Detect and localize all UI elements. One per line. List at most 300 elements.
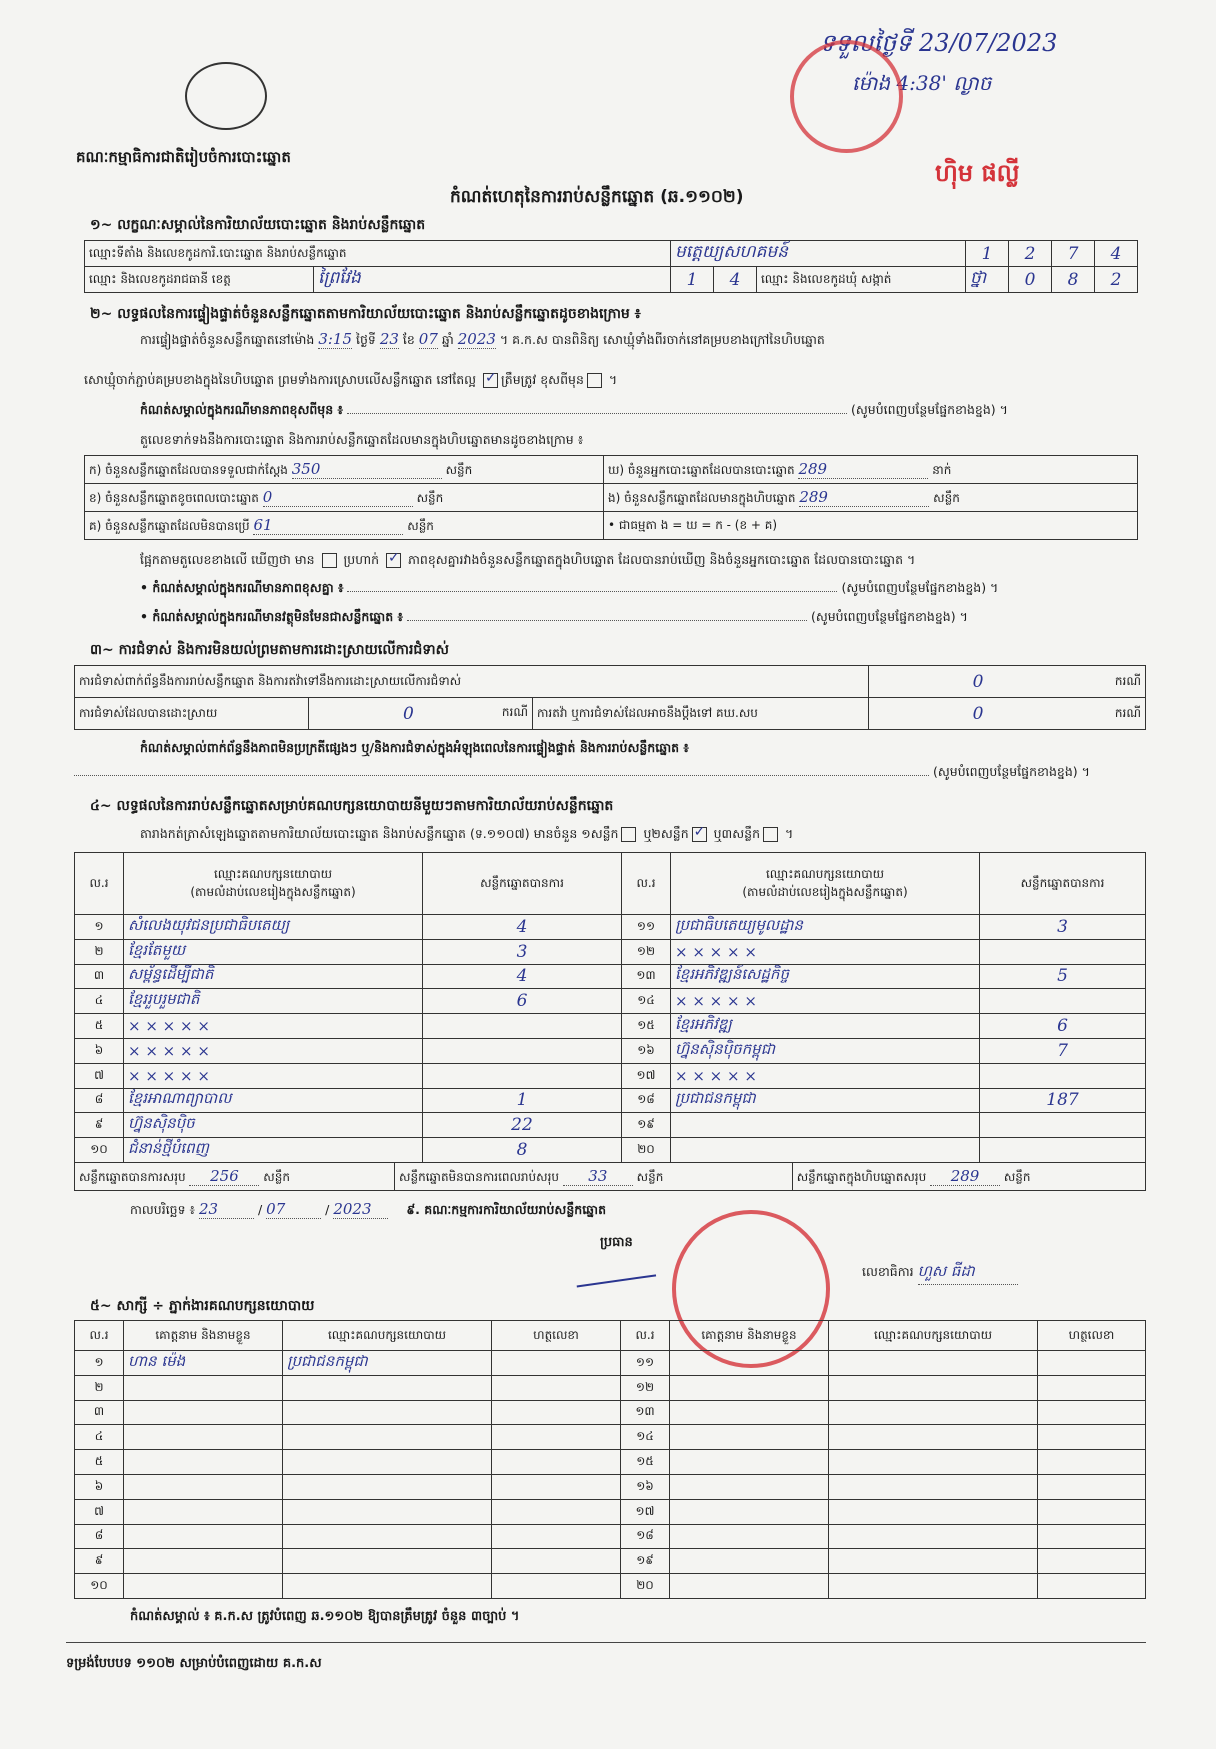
total-box-unit: សន្លឹក xyxy=(1003,1169,1031,1184)
commune-code-1: 0 xyxy=(1009,267,1052,293)
figure-d-value: 289 xyxy=(798,460,928,479)
seal-bad-label: ខុសពីមុន xyxy=(540,372,584,387)
party-no: ៤ xyxy=(75,989,124,1014)
location-value: មត្តេយ្យសហគមន៍ xyxy=(671,241,966,267)
verify-month: 07 xyxy=(418,330,438,348)
witness-party xyxy=(283,1474,492,1499)
party-votes xyxy=(980,1113,1146,1138)
witness-no: ៤ xyxy=(75,1425,124,1450)
objection-r1-unit: ករណី xyxy=(1087,666,1146,698)
party-no: ១១ xyxy=(622,915,671,940)
party-name: ហ្វ៊ុនស៊ិនប៉ិច xyxy=(124,1113,423,1138)
witness-row xyxy=(75,1425,1146,1450)
note1 xyxy=(140,402,1140,421)
witness-party xyxy=(829,1425,1038,1450)
date-day: 23 xyxy=(199,1200,254,1219)
footer-line xyxy=(66,1642,1146,1643)
party-name: × × × × × xyxy=(671,1063,980,1088)
witness-party xyxy=(283,1450,492,1475)
witness-name xyxy=(124,1400,283,1425)
witness-no: ៣ xyxy=(75,1400,124,1425)
objection-note: កំណត់សម្គាល់ពាក់ព័ន្ធនឹងភាពមិនប្រក្រតីផ្សេងៗ ឬ/និងការជំទាស់ក្នុងអំឡុងពេលនៃការផ្ទៀងផ្ទាត់ និងការរាប់សន្លឹកឆ្នោត ៖ xyxy=(140,740,689,755)
witness-row xyxy=(75,1450,1146,1475)
figure-e-unit: សន្លឹក xyxy=(933,490,960,505)
figure-b xyxy=(85,484,604,512)
figure-a-value: 350 xyxy=(292,460,442,479)
party-name: ប្រជាធិបតេយ្យមូលដ្ឋាន xyxy=(671,915,980,940)
party-name: ហ្វ៊ុនស៊ិនប៉ិចកម្ពុជា xyxy=(671,1038,980,1063)
figures-intro: តួលេខទាក់ទងនឹងការបោះឆ្នោត និងការរាប់សន្លឹកឆ្នោតដែលមានក្នុងហិបឆ្នោតមានដូចខាងក្រោម ៖ xyxy=(140,432,584,447)
party-votes: 4 xyxy=(423,915,622,940)
figure-formula: • ជាធម្មតា ង = ឃ = ក - (ខ + គ) xyxy=(604,512,1138,540)
col-votes-right: សន្លឹកឆ្នោតបានការ xyxy=(980,853,1146,915)
province-code-2: 4 xyxy=(714,267,757,293)
witness-name xyxy=(670,1425,829,1450)
seal-text: សោឃ្មុំចាក់ភ្ជាប់គម្របខាងក្នុងនៃហិបឆ្នោត ព្រមទាំងការស្រោបលើសន្លឹកឆ្នោត នៅតែល្អ xyxy=(84,372,477,387)
party-no: ៣ xyxy=(75,964,124,989)
verify-day-label: ថ្ងៃទី xyxy=(355,332,376,347)
total-invalid-label: សន្លឹកឆ្នោតមិនបានការពេលរាប់សរុប xyxy=(399,1169,560,1184)
commune-code-3: 2 xyxy=(1095,267,1138,293)
witness-row xyxy=(75,1524,1146,1549)
col-party-left-title: ឈ្មោះគណបក្សនយោបាយ xyxy=(213,866,333,881)
witness-row xyxy=(75,1474,1146,1499)
objection-r1-label: ការជំទាស់ពាក់ព័ន្ធនឹងការរាប់សន្លឹកឆ្នោត និងការតវ៉ាទៅនឹងការដោះស្រាយលើការជំទាស់ xyxy=(75,666,869,698)
witness-party xyxy=(829,1474,1038,1499)
witness-no: ១០ xyxy=(75,1574,124,1599)
witness-signature xyxy=(1038,1474,1146,1499)
witness-no: ៦ xyxy=(75,1474,124,1499)
w-col-name-left: គោត្តនាម និងនាមខ្លួន xyxy=(124,1321,283,1351)
results-row xyxy=(75,915,1146,940)
witness-name xyxy=(670,1474,829,1499)
col-no-left: ល.រ xyxy=(75,853,124,915)
witness-party xyxy=(283,1574,492,1599)
verify-day: 23 xyxy=(379,330,399,348)
total-box xyxy=(792,1163,1145,1191)
total-valid-unit: សន្លឹក xyxy=(263,1169,290,1184)
objection-r1-value: 0 xyxy=(869,666,1088,698)
witness-no: ១៣ xyxy=(621,1400,670,1425)
note2-label: • កំណត់សម្គាល់ក្នុងករណីមានភាពខុសគ្នា ៖ xyxy=(140,580,344,595)
figure-b-label: ខ) ចំនួនសន្លឹកឆ្នោតខូចពេលបោះឆ្នោត xyxy=(89,490,259,505)
witness-row xyxy=(75,1400,1146,1425)
party-votes xyxy=(980,1063,1146,1088)
tally-intro-text: តារាងកត់ត្រាសំឡេងឆ្នោតតាមការិយាល័យបោះឆ្នោត និងរាប់សន្លឹកឆ្នោត (ទ.១១០៧) មានចំនួន ១សន្លឹក xyxy=(140,826,619,841)
party-votes: 187 xyxy=(980,1088,1146,1113)
objection-note-line xyxy=(74,764,1090,783)
witness-party: ប្រជាជនកម្ពុជា xyxy=(283,1351,492,1376)
w-col-name-right: គោត្តនាម និងនាមខ្លួន xyxy=(670,1321,829,1351)
red-seal-top xyxy=(790,40,903,153)
total-valid xyxy=(75,1163,395,1191)
committee-label: ៩. គណៈកម្មការការិយាល័យរាប់សន្លឹកឆ្នោត xyxy=(406,1202,607,1217)
party-name xyxy=(671,1113,980,1138)
witness-party xyxy=(829,1450,1038,1475)
party-name: × × × × × xyxy=(124,1038,423,1063)
verify-time-label: ការផ្ទៀងផ្ទាត់ចំនួនសន្លឹកឆ្នោតនៅម៉ោង xyxy=(140,332,315,347)
witness-name xyxy=(670,1524,829,1549)
witness-party xyxy=(829,1524,1038,1549)
col-party-right xyxy=(671,853,980,915)
total-invalid xyxy=(395,1163,793,1191)
party-name: សំលេងយុវជនប្រជាធិបតេយ្យ xyxy=(124,915,423,940)
party-no: ១៤ xyxy=(622,989,671,1014)
witness-name xyxy=(124,1450,283,1475)
section3-heading: ៣~ ការជំទាស់ និងការមិនយល់ព្រមតាមការដោះស្រាយលើការជំទាស់ xyxy=(90,642,449,658)
note2-tail: (សូមបំពេញបន្ថែមផ្នែកខាងខ្នង) ។ xyxy=(841,580,999,595)
commune-label: ឈ្មោះ និងលេខកូដឃុំ សង្កាត់ xyxy=(757,267,966,293)
red-name-label: ហ៊ិម ផល្លី xyxy=(935,159,1020,187)
party-no: ១២ xyxy=(622,939,671,964)
footer-text: ទម្រង់បែបបទ ១១០២ សម្រាប់បំពេញដោយ គ.ក.ស xyxy=(66,1656,322,1671)
sheet-1-checkbox[interactable] xyxy=(621,827,636,842)
discrepancy-a: ប្រហាក់ xyxy=(343,552,380,567)
witness-party xyxy=(283,1400,492,1425)
party-name: ខ្មែរតែមួយ xyxy=(124,939,423,964)
discrepancy-no-checkbox[interactable] xyxy=(386,553,401,568)
results-table xyxy=(74,852,1146,1163)
party-votes: 22 xyxy=(423,1113,622,1138)
figure-d-label: ឃ) ចំនួនអ្នកបោះឆ្នោតដែលបានបោះឆ្នោត xyxy=(608,462,795,477)
witness-name xyxy=(124,1425,283,1450)
discrepancy-line xyxy=(140,552,915,571)
witness-signature xyxy=(492,1549,621,1574)
total-invalid-unit: សន្លឹក xyxy=(636,1169,664,1184)
commune-value: ថ្នា xyxy=(966,267,1009,293)
witness-signature xyxy=(492,1351,621,1376)
witness-signature xyxy=(492,1474,621,1499)
results-row xyxy=(75,964,1146,989)
date-line: កាលបរិច្ឆេទ ៖ 23 / 07 / 2023 ៩. គណៈកម្មការការិយាល័យរាប់សន្លឹកឆ្នោត xyxy=(130,1200,607,1218)
party-votes: 8 xyxy=(423,1138,622,1163)
party-no: ១៣ xyxy=(622,964,671,989)
witness-signature xyxy=(1038,1574,1146,1599)
w-col-sig-left: ហត្ថលេខា xyxy=(492,1321,621,1351)
party-no: ៥ xyxy=(75,1014,124,1039)
figure-e-label: ង) ចំនួនសន្លឹកឆ្នោតដែលមានក្នុងហិបឆ្នោត xyxy=(608,490,796,505)
secretary-label: លេខាធិការ xyxy=(862,1264,914,1279)
witness-party xyxy=(829,1351,1038,1376)
witness-signature xyxy=(1038,1351,1146,1376)
witness-signature xyxy=(492,1499,621,1524)
witness-party xyxy=(283,1549,492,1574)
witness-row xyxy=(75,1351,1146,1376)
results-row xyxy=(75,1113,1146,1138)
tally-intro: តារាងកត់ត្រាសំឡេងឆ្នោតតាមការិយាល័យបោះឆ្នោត និងរាប់សន្លឹកឆ្នោត (ទ.១១០៧) មានចំនួន ១សន្លឹក ឬ២សន្លឹក✓ ឬ៣សន្លឹក ។ xyxy=(140,826,793,845)
location-code-1: 1 xyxy=(966,241,1009,267)
note3-tail: (សូមបំពេញបន្ថែមផ្នែកខាងខ្នង) ។ xyxy=(810,609,968,624)
witness-no: ២ xyxy=(75,1375,124,1400)
witness-party xyxy=(829,1574,1038,1599)
discrepancy-label: ផ្អែកតាមតួលេខខាងលើ ឃើញថា មាន xyxy=(140,552,315,567)
witness-party xyxy=(829,1499,1038,1524)
witness-party xyxy=(283,1499,492,1524)
figure-e-value: 289 xyxy=(799,488,929,507)
note1-label: កំណត់សម្គាល់ក្នុងករណីមានភាពខុសពីមុន ៖ xyxy=(140,402,344,417)
figure-b-unit: សន្លឹក xyxy=(416,490,444,505)
witness-signature xyxy=(1038,1450,1146,1475)
location-table xyxy=(84,240,1138,293)
party-name: ខ្មែរអភិវឌ្ឍន៍សេដ្ឋកិច្ច xyxy=(671,964,980,989)
party-votes: 6 xyxy=(980,1014,1146,1039)
party-votes: 4 xyxy=(423,964,622,989)
final-note: កំណត់សម្គាល់ ៖ គ.ក.ស ត្រូវបំពេញ ឆ.១១០២ ឱ្យបានត្រឹមត្រូវ ចំនួន ៣ច្បាប់ ។ xyxy=(130,1609,520,1624)
party-votes xyxy=(423,1063,622,1088)
party-no: ១៥ xyxy=(622,1014,671,1039)
col-party-left-sub: (តាមលំដាប់លេខរៀងក្នុងសន្លឹកឆ្នោត) xyxy=(190,884,356,899)
seal-line: សោឃ្មុំចាក់ភ្ជាប់គម្របខាងក្នុងនៃហិបឆ្នោត ព្រមទាំងការស្រោបលើសន្លឹកឆ្នោត នៅតែល្អ ✓ ត្រឹមត្រូវ ខុសពីមុន ។ xyxy=(84,372,617,391)
party-name: ខ្មែររួបរួមជាតិ xyxy=(124,989,423,1014)
witness-signature xyxy=(492,1425,621,1450)
chair-label: ប្រធាន xyxy=(600,1235,633,1250)
witness-signature xyxy=(1038,1499,1146,1524)
witness-no: ៨ xyxy=(75,1524,124,1549)
secretary-name: ហួស ធីដា xyxy=(918,1262,1018,1285)
figure-a-label: ក) ចំនួនសន្លឹកឆ្នោតដែលបានទទួលជាក់ស្តែង xyxy=(89,462,288,477)
location-code-3: 7 xyxy=(1052,241,1095,267)
witness-name xyxy=(124,1499,283,1524)
party-votes xyxy=(980,989,1146,1014)
figure-c-value: 61 xyxy=(253,516,403,535)
witness-signature xyxy=(492,1574,621,1599)
witness-name xyxy=(670,1351,829,1376)
party-votes xyxy=(423,1038,622,1063)
witness-signature xyxy=(1038,1524,1146,1549)
results-row xyxy=(75,1088,1146,1113)
witness-name xyxy=(670,1450,829,1475)
objection-note-tail: (សូមបំពេញបន្ថែមផ្នែកខាងខ្នង) ។ xyxy=(932,764,1090,779)
verification-line xyxy=(140,330,1140,351)
section4-heading: ៤~ លទ្ធផលនៃការរាប់សន្លឹកឆ្នោតសម្រាប់គណបក្សនយោបាយនីមួយៗតាមការិយាល័យរាប់សន្លឹកឆ្នោត xyxy=(90,798,614,814)
section2-heading: ២~ លទ្ធផលនៃការផ្ទៀងផ្ទាត់ចំនួនសន្លឹកឆ្នោតតាមការិយាល័យបោះឆ្នោត និងរាប់សន្លឹកឆ្នោតដូចខាងក្រោម ៖ xyxy=(90,306,641,322)
note1-tail: (សូមបំពេញបន្ថែមផ្នែកខាងខ្នង) ។ xyxy=(851,402,1008,417)
verify-month-label: ខែ xyxy=(402,332,415,347)
objection-table xyxy=(74,665,1146,730)
date-month: 07 xyxy=(266,1200,321,1219)
witness-name xyxy=(670,1574,829,1599)
party-name: × × × × × xyxy=(124,1014,423,1039)
party-name xyxy=(671,1138,980,1163)
party-no: ២០ xyxy=(622,1138,671,1163)
witness-signature xyxy=(1038,1425,1146,1450)
verify-time: 3:15 xyxy=(318,330,352,348)
witness-signature xyxy=(492,1375,621,1400)
witness-name: ហាន ម៉េង xyxy=(124,1351,283,1376)
location-code-4: 4 xyxy=(1095,241,1138,267)
objection-r2-value: 0 ករណី xyxy=(309,698,533,730)
witness-no: ១២ xyxy=(621,1375,670,1400)
w-col-party-right: ឈ្មោះគណបក្សនយោបាយ xyxy=(829,1321,1038,1351)
section5-heading: ៥~ សាក្សី ÷ ភ្នាក់ងារគណបក្សនយោបាយ xyxy=(90,1298,315,1314)
objection-r2b-unit: ករណី xyxy=(1087,698,1146,730)
party-name: ជំនាន់ថ្មីបំពេញ xyxy=(124,1138,423,1163)
note3-label: • កំណត់សម្គាល់ក្នុងករណីមានវត្ថុមិនមែនជាសន្លឹកឆ្នោត ៖ xyxy=(140,609,403,624)
witness-no: ៧ xyxy=(75,1499,124,1524)
party-no: ១៩ xyxy=(622,1113,671,1138)
verify-rest: ។ គ.ក.ស បានពិនិត្យ សោឃ្មុំទាំងពីរចាក់នៅគម្របខាងក្រៅនៃហិបឆ្នោត xyxy=(499,332,825,347)
emblem-logo xyxy=(185,62,267,130)
sheet-3-checkbox[interactable] xyxy=(763,827,778,842)
witness-name xyxy=(124,1474,283,1499)
party-name: ខ្មែរអភិវឌ្ឍ xyxy=(671,1014,980,1039)
figure-c xyxy=(85,512,604,540)
witness-row xyxy=(75,1574,1146,1599)
figure-e xyxy=(604,484,1138,512)
party-name: សម្ព័ន្ធដើម្បីជាតិ xyxy=(124,964,423,989)
witness-row xyxy=(75,1499,1146,1524)
received-date: ទទួលថ្ងៃទី 23/07/2023 xyxy=(820,29,1058,57)
witness-signature xyxy=(1038,1549,1146,1574)
witness-no: ១៧ xyxy=(621,1499,670,1524)
province-label: ឈ្មោះ និងលេខកូដរាជធានី ខេត្ត xyxy=(85,267,314,293)
party-name: × × × × × xyxy=(671,939,980,964)
seal-ok-label: ត្រឹមត្រូវ xyxy=(501,372,537,387)
witness-name xyxy=(670,1549,829,1574)
figure-a-unit: សន្លឹក xyxy=(445,462,473,477)
witness-signature xyxy=(1038,1400,1146,1425)
witness-party xyxy=(829,1549,1038,1574)
location-label: ឈ្មោះទីតាំង និងលេខកូដការិ.បោះឆ្នោត និងរាប់សន្លឹកឆ្នោត xyxy=(85,241,671,267)
total-valid-label: សន្លឹកឆ្នោតបានការសរុប xyxy=(79,1169,186,1184)
party-name: × × × × × xyxy=(671,989,980,1014)
org-name: គណៈកម្មាធិការជាតិរៀបចំការបោះឆ្នោត xyxy=(76,148,291,166)
results-row xyxy=(75,1138,1146,1163)
party-no: ១ xyxy=(75,915,124,940)
witness-no: ៥ xyxy=(75,1450,124,1475)
discrepancy-yes-checkbox[interactable] xyxy=(322,553,337,568)
witness-party xyxy=(283,1375,492,1400)
col-votes-left: សន្លឹកឆ្នោតបានការ xyxy=(423,853,622,915)
form-title: កំណត់ហេតុនៃការរាប់សន្លឹកឆ្នោត (ឆ.១១០២) xyxy=(450,187,744,207)
figure-c-label: គ) ចំនួនសន្លឹកឆ្នោតដែលមិនបានប្រើ xyxy=(89,518,250,533)
witness-party xyxy=(829,1375,1038,1400)
results-row xyxy=(75,989,1146,1014)
w-col-sig-right: ហត្ថលេខា xyxy=(1038,1321,1146,1351)
date-label: កាលបរិច្ឆេទ ៖ xyxy=(130,1202,196,1217)
witness-no: ១១ xyxy=(621,1351,670,1376)
chair-signature xyxy=(574,1255,656,1288)
party-votes: 7 xyxy=(980,1038,1146,1063)
commune-code-2: 8 xyxy=(1052,267,1095,293)
party-no: ៦ xyxy=(75,1038,124,1063)
col-party-right-sub: (តាមលំដាប់លេខរៀងក្នុងសន្លឹកឆ្នោត) xyxy=(742,884,908,899)
seal-bad-checkbox[interactable] xyxy=(587,373,602,388)
party-no: ១៨ xyxy=(622,1088,671,1113)
party-no: ២ xyxy=(75,939,124,964)
witness-row xyxy=(75,1549,1146,1574)
witness-name xyxy=(124,1574,283,1599)
witness-signature xyxy=(492,1524,621,1549)
party-no: ១៧ xyxy=(622,1063,671,1088)
witness-no: ១៦ xyxy=(621,1474,670,1499)
witness-no: ១៨ xyxy=(621,1524,670,1549)
witness-name xyxy=(670,1400,829,1425)
tally-intro-b: ឬ២សន្លឹក xyxy=(643,826,689,841)
party-no: ៨ xyxy=(75,1088,124,1113)
total-valid-value: 256 xyxy=(189,1167,259,1186)
party-votes: 3 xyxy=(980,915,1146,940)
objection-r2-label: ការជំទាស់ដែលបានដោះស្រាយ xyxy=(75,698,309,730)
witness-no: ៩ xyxy=(75,1549,124,1574)
sheet-2-checkbox[interactable] xyxy=(692,827,707,842)
witness-no: ២០ xyxy=(621,1574,670,1599)
witness-no: ១៩ xyxy=(621,1549,670,1574)
figure-c-unit: សន្លឹក xyxy=(407,518,434,533)
party-no: ៧ xyxy=(75,1063,124,1088)
witness-party xyxy=(283,1524,492,1549)
figures-table xyxy=(84,455,1138,540)
party-votes xyxy=(980,939,1146,964)
verify-year: 2023 xyxy=(457,330,496,348)
witness-name xyxy=(124,1524,283,1549)
witness-name xyxy=(124,1375,283,1400)
total-box-value: 289 xyxy=(930,1167,1000,1186)
results-row xyxy=(75,1014,1146,1039)
total-box-label: សន្លឹកឆ្នោតក្នុងហិបឆ្នោតសរុប xyxy=(796,1169,927,1184)
party-votes xyxy=(423,1014,622,1039)
note2 xyxy=(140,580,998,599)
province-code-1: 1 xyxy=(671,267,714,293)
party-votes: 3 xyxy=(423,939,622,964)
witness-name xyxy=(124,1549,283,1574)
party-no: ១០ xyxy=(75,1138,124,1163)
witness-signature xyxy=(492,1400,621,1425)
witness-name xyxy=(670,1499,829,1524)
figure-d xyxy=(604,456,1138,484)
objection-r2b-value: 0 xyxy=(869,698,1088,730)
witness-party xyxy=(829,1400,1038,1425)
party-votes xyxy=(980,1138,1146,1163)
secretary-line xyxy=(862,1262,1018,1285)
witness-signature xyxy=(1038,1375,1146,1400)
witness-no: ១ xyxy=(75,1351,124,1376)
col-party-left xyxy=(124,853,423,915)
witness-row xyxy=(75,1375,1146,1400)
witness-no: ១៥ xyxy=(621,1450,670,1475)
received-time: ម៉ោង 4:38' ល្ងាច xyxy=(852,71,992,95)
results-row xyxy=(75,1038,1146,1063)
verify-year-label: ឆ្នាំ xyxy=(441,332,454,347)
party-votes: 6 xyxy=(423,989,622,1014)
total-invalid-value: 33 xyxy=(563,1167,633,1186)
results-row xyxy=(75,1063,1146,1088)
col-party-right-title: ឈ្មោះគណបក្សនយោបាយ xyxy=(765,866,885,881)
date-year: 2023 xyxy=(333,1200,388,1219)
witness-party xyxy=(283,1425,492,1450)
seal-ok-checkbox[interactable] xyxy=(483,373,498,388)
figure-a xyxy=(85,456,604,484)
figure-b-value: 0 xyxy=(263,488,413,507)
w-col-no-left: ល.រ xyxy=(75,1321,124,1351)
results-row xyxy=(75,939,1146,964)
location-code-2: 2 xyxy=(1009,241,1052,267)
totals-table xyxy=(74,1162,1146,1191)
party-name: ខ្មែរអាណាព្យាបាល xyxy=(124,1088,423,1113)
party-name: × × × × × xyxy=(124,1063,423,1088)
party-votes: 5 xyxy=(980,964,1146,989)
objection-r2b-label: ការតវ៉ា ឬការជំទាស់ដែលអាចនឹងប្តឹងទៅ គឃ.សប xyxy=(533,698,869,730)
party-no: ១៦ xyxy=(622,1038,671,1063)
witness-name xyxy=(670,1375,829,1400)
figure-d-unit: នាក់ xyxy=(932,462,952,477)
party-name: ប្រជាជនកម្ពុជា xyxy=(671,1088,980,1113)
discrepancy-b: ភាពខុសគ្នារវាងចំនួនសន្លឹកឆ្នោតក្នុងហិបឆ្នោត ដែលបានរាប់ឃើញ និងចំនួនអ្នកបោះឆ្នោត ដែលបានបោះឆ្នោត ។ xyxy=(407,552,916,567)
col-no-right: ល.រ xyxy=(622,853,671,915)
note3 xyxy=(140,609,968,628)
w-col-party-left: ឈ្មោះគណបក្សនយោបាយ xyxy=(283,1321,492,1351)
witness-signature xyxy=(492,1450,621,1475)
